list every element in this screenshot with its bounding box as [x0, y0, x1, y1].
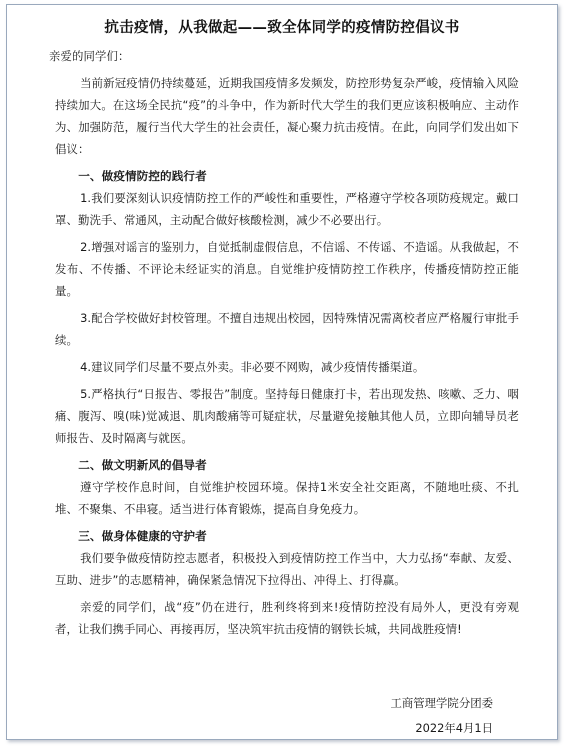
signature-organization: 工商管理学院分团委: [390, 696, 493, 710]
section-3-item-1: 我们要争做疫情防控志愿者，积极投入到疫情防控工作当中，大力弘扬“奉献、友爱、互助、进步”的志愿精神，确保紧急情况下拉得出、冲得上、打得赢。: [55, 551, 519, 587]
section-heading-3: 三、做身体健康的守护者: [78, 529, 207, 543]
section-1-item-1: 1.我们要深刻认识疫情防控工作的严峻性和重要性，严格遵守学校各项防疫规定。戴口罩、勤洗手、常通风，主动配合做好核酸检测，减少不必要出行。: [55, 191, 519, 227]
section-1-item-5: 5.严格执行“日报告、零报告”制度。坚持每日健康打卡，若出现发热、咳嗽、乏力、咽痛、腹泻、嗅(味)觉减退、肌肉酸痛等可疑症状，尽量避免接触其他人员，立即向辅导员老师报告、及时隔离与就医。: [55, 387, 519, 445]
signature-date: 2022年4月1日: [415, 721, 493, 735]
section-1-item-2: 2.增强对谣言的鉴别力，自觉抵制虚假信息，不信谣、不传谣、不造谣。从我做起，不发布、不传播、不评论未经证实的消息。自觉维护疫情防控工作秩序，传播疫情防控正能量。: [55, 240, 519, 298]
document-title: 抗击疫情，从我做起——致全体同学的疫情防控倡议书: [104, 20, 460, 36]
section-1-item-3: 3.配合学校做好封校管理。不擅自违规出校园，因特殊情况需离校者应严格履行审批手续。: [55, 311, 519, 347]
section-heading-1: 一、做疫情防控的践行者: [78, 169, 207, 183]
greeting: 亲爱的同学们：: [49, 49, 130, 63]
document-page: [6, 4, 558, 740]
intro-paragraph: 当前新冠疫情仍持续蔓延，近期我国疫情多发频发，防控形势复杂严峻，疫情输入风险持续加大。在这场全民抗“疫”的斗争中，作为新时代大学生的我们更应该积极响应、主动作为、加强防范，履行当代大学生的社会责任，凝心聚力抗击疫情。在此，向同学们发出如下倡议：: [55, 76, 519, 156]
closing-paragraph: 亲爱的同学们，战“疫”仍在进行，胜利终将到来!疫情防控没有局外人，更没有旁观者，让我们携手同心、再接再厉，坚决筑牢抗击疫情的钢铁长城，共同战胜疫情!: [55, 600, 519, 636]
document-body: [49, 45, 519, 640]
section-heading-2: 二、做文明新风的倡导者: [78, 458, 207, 472]
section-2-item-1: 遵守学校作息时间，自觉维护校园环境。保持1米安全社交距离，不随地吐痰、不扎堆、不聚集、不串寝。适当进行体育锻炼，提高自身免疫力。: [55, 480, 519, 516]
signature-block: [390, 691, 493, 741]
section-1-item-4: 4.建议同学们尽量不要点外卖。非必要不网购，减少疫情传播渠道。: [80, 360, 425, 374]
